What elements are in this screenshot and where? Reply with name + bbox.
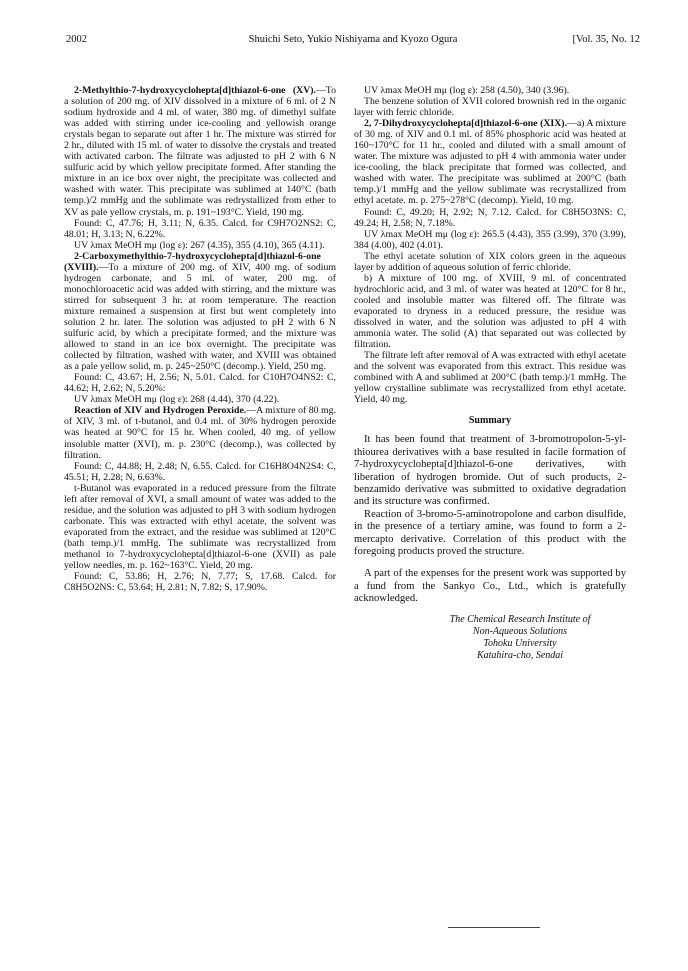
body-text: —a) A mixture of 30 mg. of XIV and 0.1 ml. of 85% phosphoric acid was heated at 160~170°C for 11 hr., cooled and diluted with a small amount of water. The mixture was adjusted to pH 4 with ammonia water under ice-cooling, the black precipitate that formed was collected, and washed with water. The precipitate was sublimed at 200°C (bath temp.)/1 mmHg and the yellow sublimate was recrystallized from ethyl acetate. m. p. 275~278°C (decomp). Yield, 10 mg. [354, 118, 626, 207]
left-column [64, 85, 336, 593]
paragraph-method-b: b) A mixture of 100 mg. of XVIII, 9 ml. of concentrated hydrochloric acid, and 3 ml. of water was heated at 120°C for 8 hr., cooled and insoluble matter was filtered off. The filtrate was evaporated to dryness in a reduced pressure, the residue was dissolved in water, and the solution was adjusted to pH 4 with ammonia water. The solid (A) that separated out was collected by filtration. [354, 272, 626, 351]
uv-data: UV λmax MeOH mμ (log ε): 265.5 (4.43), 355 (3.99), 370 (3.99), 384 (4.00), 402 (4.01). [354, 228, 626, 251]
summary-paragraph: Reaction of 3-bromo-5-aminotropolone and carbon disulfide, in the presence of a tertiary amine, was found to form a 2-mercapto derivative. Correlation of this product with the foregoing products proved the structure. [354, 508, 626, 558]
acknowledgement [354, 568, 626, 605]
analysis-found: Found: C, 43.67; H, 2.56; N, 5.01. Calcd. for C10H7O4NS2: C, 44.62; H, 2.62; N, 5.20%: [64, 372, 336, 395]
summary-paragraph: It has been found that treatment of 3-bromotropolon-5-yl-thiourea derivatives with a base resulted in facile formation of 7-hydroxycyclohepta[d]thiazol-6-one derivatives, with liberation of hydrogen bromide. Out of such products, 2-benzamido derivative was submitted to oxidative degradation and its structure was confirmed. [354, 434, 626, 508]
right-column [354, 85, 626, 662]
analysis-found: Found: C, 47.76; H, 3.11; N, 6.35. Calcd. for C9H7O2NS2: C, 48.01; H, 3.13; N, 6.22%. [64, 217, 336, 240]
affiliation-line: Katahira-cho, Sendai [476, 649, 564, 661]
paragraph-xv [64, 85, 336, 218]
paragraph-xix [354, 118, 626, 206]
affiliation-line: Non-Aqueous Solutions [472, 625, 568, 637]
summary-heading: Summary [468, 415, 512, 427]
page-header [66, 33, 640, 47]
analysis-found: Found: C, 49.20; H, 2.92; N, 7.12. Calcd. for C8H5O3NS: C, 49.24; H, 2.58; N, 7.18%. [354, 206, 626, 229]
paragraph-benzene: The benzene solution of XVII colored brownish red in the organic layer with ferric chloride. [354, 96, 626, 119]
running-authors: Shuichi Seto, Yukio Nishiyama and Kyozo Ogura [248, 34, 458, 45]
compound-title: 2-Methylthio-7-hydroxycyclohepta[d]thiazol-6-one (XV). [74, 85, 316, 96]
body-text: —A mixture of 80 mg. of XIV, 3 ml. of t-butanol, and 0.4 ml. of 30% hydrogen peroxide was heated at 90°C for 15 hr. When cooled, 40 mg. of yellow insoluble matter (XVI), m. p. 230°C (decomp.), was collected by filtration. [64, 405, 336, 461]
body-text: —To a solution of 200 mg. of XIV dissolved in a mixture of 6 ml. of 2 N sodium hydroxide and 4 ml. of water, 380 mg. of dimethyl sulfate was added with stirring under ice-cooling and yellowish orange crystals began to separate out after 1 hr. The mixture was stirred for 2 hr., diluted with 15 ml. of water to dissolve the crystals and treated with activated carbon. The filtrate was adjusted to pH 2 with 6 N sulfuric acid by which yellow precipitate formed. After standing the mixture in an ice box over night, the precipitate was collected and washed with water. This precipitate was sublimed at 140°C (bath temp.)/2 mmHg and the sublimate was redrystallized from ether to XV as pale yellow crystals, m. p. 191~193°C. Yield, 190 mg. [64, 85, 336, 218]
affiliation-line: The Chemical Research Institute of [449, 613, 591, 625]
paragraph-butanol: t-Butanol was evaporated in a reduced pressure from the filtrate left after removal of XVI, a small amount of water was added to the residue, and the solution was adjusted to pH 3 with sodium hydrogen carbonate. This was extracted with ethyl acetate, the solvent was evaporated from the extract, and the residue was sublimed at 120°C (bath temp.)/1 mmHg. The sublimate was recrystallized from methanol to 7-hydroxycyclohepta[d]thiazol-6-one (XVII) as pale yellow needles, m. p. 162~163°C. Yield, 20 mg. [64, 482, 336, 572]
volume-issue: [Vol. 35, No. 12 [572, 34, 640, 45]
uv-data: UV λmax MeOH mμ (log ε): 258 (4.50), 340 (3.96). [364, 85, 570, 96]
compound-title: 2-Carboxymethylthio-7-hydroxycyclohepta[d]thiazol-6-one (XVIII). [64, 250, 321, 273]
paragraph-xviii [64, 251, 336, 373]
summary-section [354, 434, 626, 558]
analysis-found: Found: C, 44.88; H, 2.48; N, 6.55. Calcd. for C16H8O4N2S4: C, 45.51; H, 2.28; N, 6.63%. [64, 460, 336, 483]
acknowledgement-text: A part of the expenses for the present work was supported by a fund from the Sankyo Co., Ltd., which is gratefully acknowledged. [354, 568, 626, 605]
section-title: Reaction of XIV and Hydrogen Peroxide. [74, 405, 247, 417]
affiliation [354, 614, 626, 662]
page-number: 2002 [66, 34, 87, 45]
compound-title: 2, 7-Dihydroxycyclohepta[d]thiazol-6-one (XIX). [364, 118, 568, 130]
uv-data: UV λmax MeOH mμ (log ε): 267 (4.35), 355 (4.10), 365 (4.11). [74, 239, 325, 251]
end-rule [448, 927, 540, 928]
affiliation-line: Tohoku University [483, 637, 557, 649]
paragraph-peroxide [64, 405, 336, 460]
body-text: —To a mixture of 200 mg. of XIV, 400 mg. of sodium hydrogen carbonate, and 5 ml. of water, 200 mg. of monochloroacetic acid was added with stirring, and the mixture was stirred for subsequent 3 hr. at room temperature. The reaction mixture remained a suspension at first but went completely into solution 2 hr. later. The solution was adjusted to pH 2 with 6 N sulfuric acid, by which a precipitate formed, and the mixture was allowed to stand in an ice box overnight. The precipitate was collected by filtration, washed with water, and XVIII was obtained as a pale yellow solid, m. p. 245~250°C (decomp.). Yield, 250 mg. [64, 261, 336, 373]
paragraph-ethyl-acetate: The ethyl acetate solution of XIX colors green in the aqueous layer by addition of aqueous solution of ferric chloride. [354, 250, 626, 273]
analysis-found: Found: C, 53.86; H, 2.76; N, 7.77; S, 17.68. Calcd. for C8H5O2NS: C, 53.64; H, 2.81; N, 7.82; S, 17.90%. [64, 571, 336, 594]
uv-data: UV λmax MeOH mμ (log ε): 268 (4.44), 370 (4.22). [74, 394, 280, 406]
paragraph-filtrate: The filtrate left after removal of A was extracted with ethyl acetate and the solvent was evaporated from this extract. This residue was combined with A and sublimed at 200°C (bath temp.)/1 mmHg. The yellow crystalline sublimate was recrystallized from ethyl acetate. Yield, 40 mg. [354, 350, 626, 406]
